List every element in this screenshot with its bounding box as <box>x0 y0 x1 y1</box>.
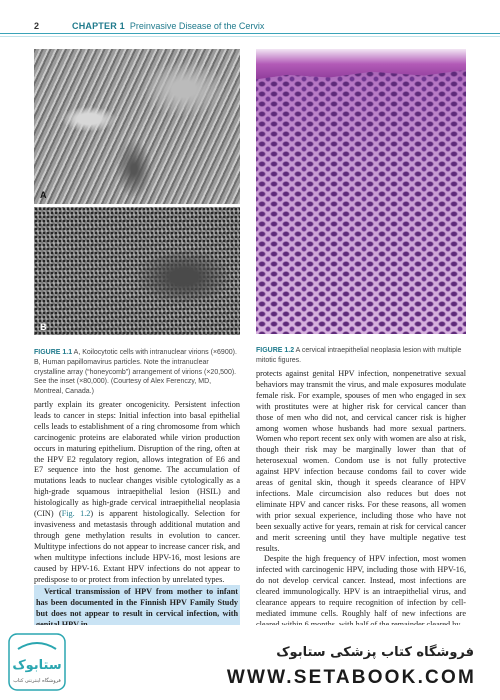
figure-1-1-panel-b-micrograph <box>34 207 240 335</box>
highlighted-paragraph: Vertical transmission of HPV from mother to infant has been documented in the Finnish HPV Family Study but does not appear to result in cervical infection, with <box>34 585 240 631</box>
paragraph-text: partly explain its greater oncogenicity. Persistent infection leads to cancer in steps: Initial infection into basal epithelial cells leads to establishment of a ring chromosome from which carcinogenic proteins are elaborated while virion production occurs in maturing epithelium. Disruption of the ring, often at the HPV E2 regulatory region, allows integration of E6 and E7 sequence into the host genome. The accumulation of mutations leads to nuclear changes visible cytologically as a high-grade squamous intraepithelial lesion (HSIL) and histologically as high-grade cervical intraepithelial neoplasia (CIN) ( <box>34 400 240 519</box>
setabook-logo[interactable] <box>8 633 66 691</box>
figure-1-2-caption <box>256 346 466 366</box>
figure-1-1-label: FIGURE 1.1 <box>34 349 73 356</box>
store-name: فروشگاه کتاب پزشکی ستابوک <box>276 645 474 660</box>
store-url-link[interactable]: WWW.SETABOOK.COM <box>226 667 476 688</box>
header-divider-secondary <box>0 36 500 37</box>
figure-1-2-caption-text: A cervical intraepithelial neoplasia lesion with multiple mitotic figures. <box>256 347 462 364</box>
chapter-label: CHAPTER 1 <box>72 21 125 31</box>
figure-1-1-panel-a-micrograph <box>34 49 240 204</box>
page-number: 2 <box>34 21 40 31</box>
figure-1-2-label: FIGURE 1.2 <box>256 347 295 354</box>
page-header <box>0 0 500 42</box>
paragraph <box>34 400 240 585</box>
panel-a-letter: A <box>40 190 47 200</box>
figure-1-1-caption <box>34 348 240 397</box>
left-text-column <box>34 400 240 631</box>
header-divider <box>0 33 500 34</box>
chapter-title: Preinvasive Disease of the Cervix <box>129 21 265 31</box>
logo-text: ستابوک <box>12 658 62 673</box>
panel-b-letter: B <box>40 322 47 332</box>
running-head <box>72 21 264 31</box>
right-text-column <box>256 369 466 631</box>
figure-1-2-histology-image <box>256 49 466 334</box>
figure-1-1-caption-text: A, Koilocytotic cells with intranuclear virions (×6900). B, Human papillomavirus particles. Note the intranuclear crystalline array (“honeycomb”) arrangement of virions (×20,500). See the inset (×80,000). (Courtesy of Alex Ferenczy, MD, Montreal, Canada.) <box>34 349 237 396</box>
paragraph-text: ) is apparent histologically. Selection for invasiveness and metastasis through additional mutation and through gene methylation results in evolution to cancer. Multitype infections do not appear to increase cancer risk, and when multitype infections include HPV-16, most lesions are caused by HPV-16. Extant HPV infections do not appear to predispose to or protect from infection by unrelated types. <box>34 509 240 584</box>
logo-subtext: فروشگاه اینترنتی کتاب <box>13 678 61 684</box>
figure-reference-link[interactable]: Fig. 1.2 <box>61 509 91 519</box>
paragraph: Despite the high frequency of HPV infection, most women infected with carcinogenic HPV, including those with HPV-16, do not develop cervical cancer. Instead, most infections are cleared immunologically. HPV is an intraepithelial virus, and clearance appears to require recognition of infection by cell-mediated immune cells. Roughly half of new infections are <box>256 554 466 618</box>
paragraph: protects against genital HPV infection, nonpenetrative sexual behaviors may transmit the virus, and male exposures modulate female risk. For example, spouses of men who engaged in sex with prostitutes were at higher risk for cervical cancer than those of men who did not, and cervical cancer risk is higher among women whose husbands had more sexual partners. Women who report recent sex only with women are also at risk, though their risk may be marginally lower than that of heterosexual women. Condom use is not fully protective against HPV infection because condoms fail to cover wide areas of genital skin, though it speeds clearance of HPV infections. Male circumcision also reduces but does not eliminate HPV and cancer risks. For these reasons, all women with prior sexual experience, including those who have not been sexually active for years, remain at risk for cervical cancer and merit screening until they have multiple negative test results. <box>256 369 466 553</box>
epithelium-surface <box>256 49 466 87</box>
